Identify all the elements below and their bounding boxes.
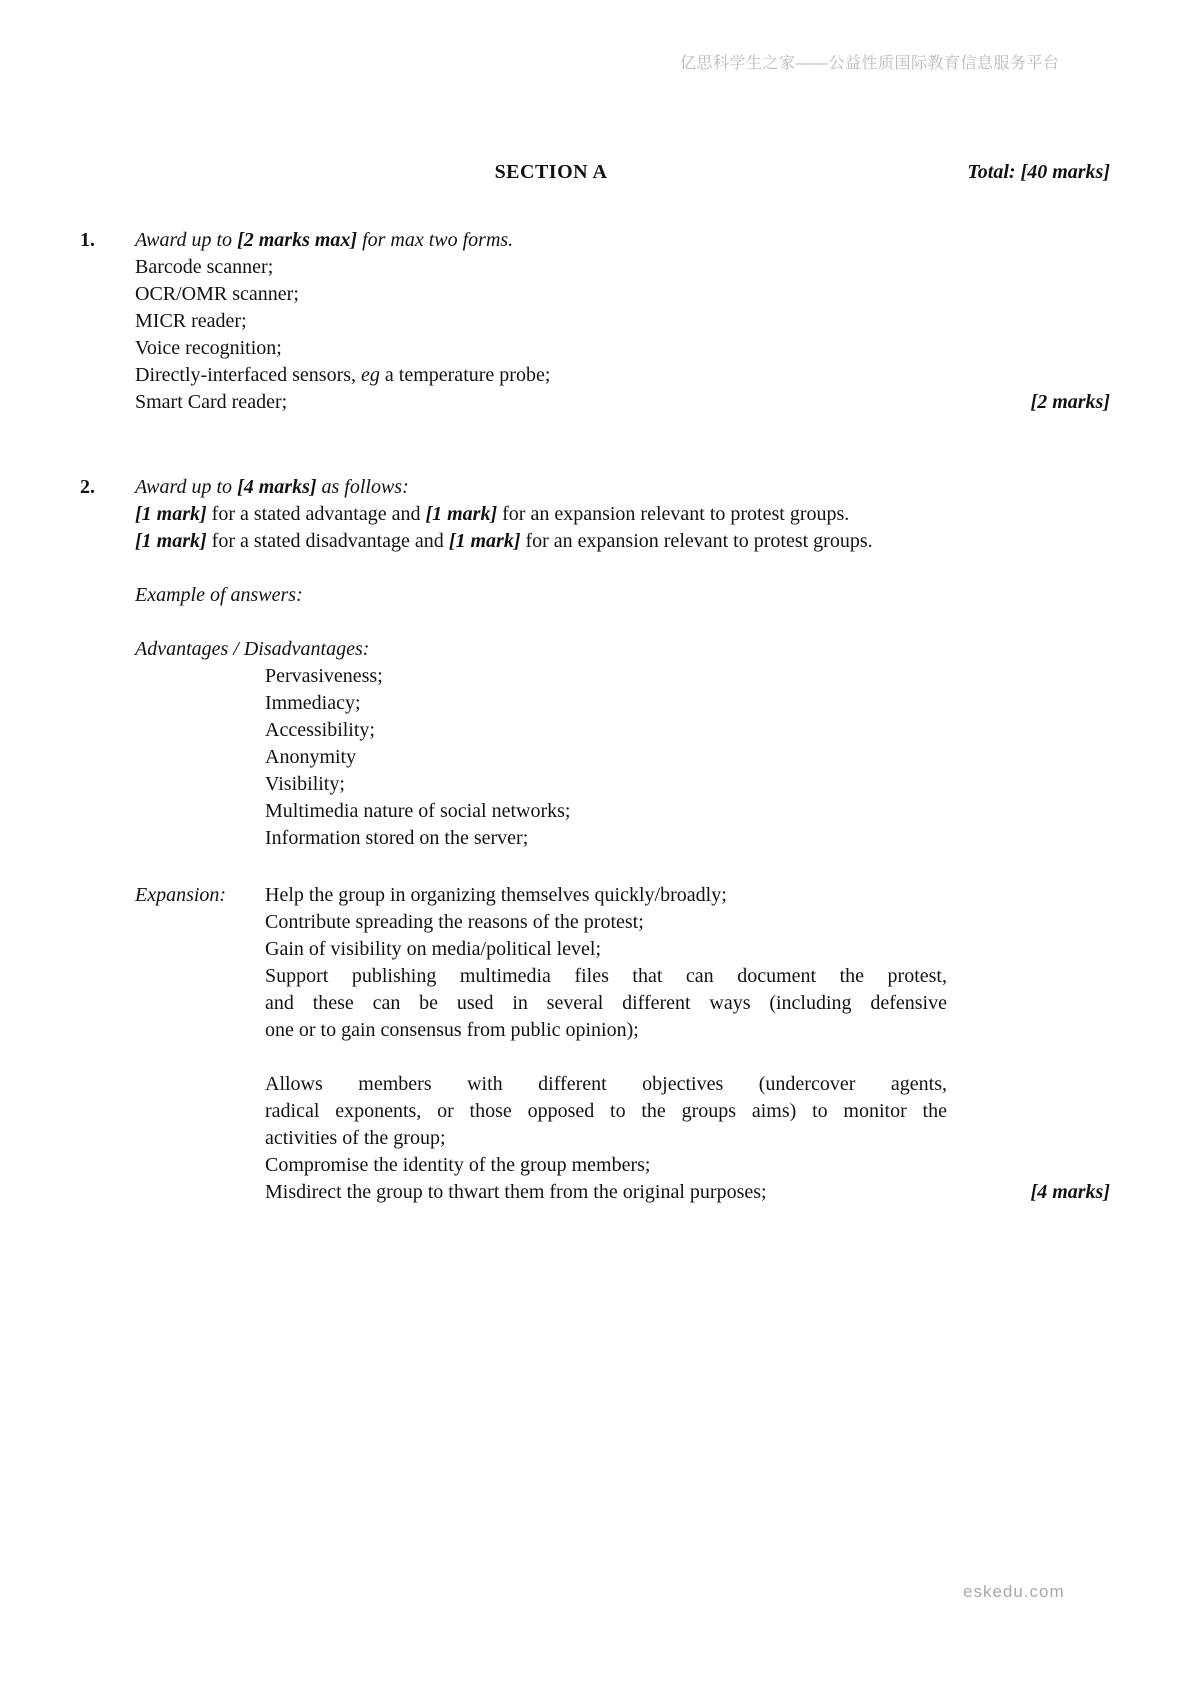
answer-line: Barcode scanner;	[135, 256, 274, 278]
bottom-watermark: eskedu.com	[963, 1582, 1065, 1601]
expansion-line: Allows members with different objectives (undercover agents,	[265, 1073, 947, 1095]
mark-inline: [1 mark]	[425, 503, 498, 525]
advantages-label: Advantages / Disadvantages:	[135, 638, 370, 660]
expansion-paragraph-1	[265, 882, 947, 1044]
answer-line: OCR/OMR scanner;	[135, 283, 299, 305]
eg-abbrev: eg	[361, 364, 380, 386]
answer-text: Smart Card reader;	[135, 391, 288, 413]
expansion-line	[265, 1179, 1110, 1206]
intro-text: for max two forms.	[357, 229, 514, 251]
question-2	[80, 474, 1191, 1206]
expansion-line: activities of the group;	[265, 1127, 446, 1149]
question-2-marks: [4 marks]	[1030, 1181, 1110, 1203]
answer-line: MICR reader;	[135, 310, 247, 332]
expansion-line: radical exponents, or those opposed to the groups aims) to monitor the	[265, 1100, 947, 1122]
expansion-row	[135, 1071, 1110, 1206]
top-watermark: 亿思科学生之家——公益性质国际教育信息服务平台	[680, 55, 1060, 72]
intro-text: as follows:	[316, 476, 409, 498]
rule-text: for an expansion relevant to protest groups.	[497, 503, 850, 525]
expansion-line: one or to gain consensus from public opinion);	[265, 1019, 639, 1041]
example-label: Example of answers:	[135, 584, 303, 606]
expansion-line: Help the group in organizing themselves quickly/broadly;	[265, 884, 727, 906]
intro-text: Award up to	[135, 476, 238, 498]
question-1-marks: [2 marks]	[1030, 391, 1110, 413]
rule-text: for a stated disadvantage and	[206, 530, 449, 552]
advantage-item: Immediacy;	[265, 692, 361, 714]
mark-inline: [1 mark]	[448, 530, 521, 552]
advantage-item: Information stored on the server;	[265, 827, 529, 849]
question-2-intro	[135, 474, 1110, 501]
intro-text: Award up to	[135, 229, 238, 251]
marking-rule	[135, 501, 1110, 528]
advantage-item: Multimedia nature of social networks;	[265, 800, 571, 822]
expansion-text: Misdirect the group to thwart them from the original purposes;	[265, 1181, 767, 1203]
expansion-line: Compromise the identity of the group members;	[265, 1154, 651, 1176]
answer-text: Directly-interfaced sensors,	[135, 364, 362, 386]
answer-line	[135, 389, 1110, 416]
page-header	[0, 159, 1191, 186]
answer-line	[135, 362, 1110, 389]
question-2-body	[135, 474, 1110, 1206]
question-1-number: 1.	[80, 229, 95, 251]
rule-text: for a stated advantage and	[206, 503, 426, 525]
advantage-item: Accessibility;	[265, 719, 375, 741]
question-1-intro	[135, 227, 1110, 254]
expansion-line: Gain of visibility on media/political level;	[265, 938, 602, 960]
advantage-item: Anonymity	[265, 746, 357, 768]
section-title: SECTION A	[494, 161, 608, 183]
expansion-paragraph-2	[265, 1071, 1110, 1206]
answer-line: Voice recognition;	[135, 337, 282, 359]
answer-text: a temperature probe;	[379, 364, 551, 386]
advantage-item: Pervasiveness;	[265, 665, 383, 687]
expansion-section	[135, 882, 1110, 1206]
marks-max-inline: [2 marks max]	[237, 229, 358, 251]
expansion-line: Contribute spreading the reasons of the protest;	[265, 911, 644, 933]
advantage-item: Visibility;	[265, 773, 345, 795]
expansion-line: Support publishing multimedia files that can document the protest,	[265, 965, 947, 987]
marking-rule	[135, 528, 1110, 555]
expansion-label-spacer	[135, 1071, 265, 1206]
expansion-row	[135, 882, 1110, 1044]
rule-text: for an expansion relevant to protest groups.	[520, 530, 873, 552]
expansion-label: Expansion:	[135, 884, 227, 906]
question-1	[80, 227, 1191, 416]
expansion-line: and these can be used in several different ways (including defensive	[265, 992, 947, 1014]
mark-inline: [1 mark]	[135, 530, 207, 552]
question-1-body	[135, 227, 1110, 416]
question-2-number: 2.	[80, 476, 95, 498]
total-marks-label: Total: [40 marks]	[967, 161, 1110, 183]
marks-inline: [4 marks]	[237, 476, 317, 498]
mark-inline: [1 mark]	[135, 503, 207, 525]
